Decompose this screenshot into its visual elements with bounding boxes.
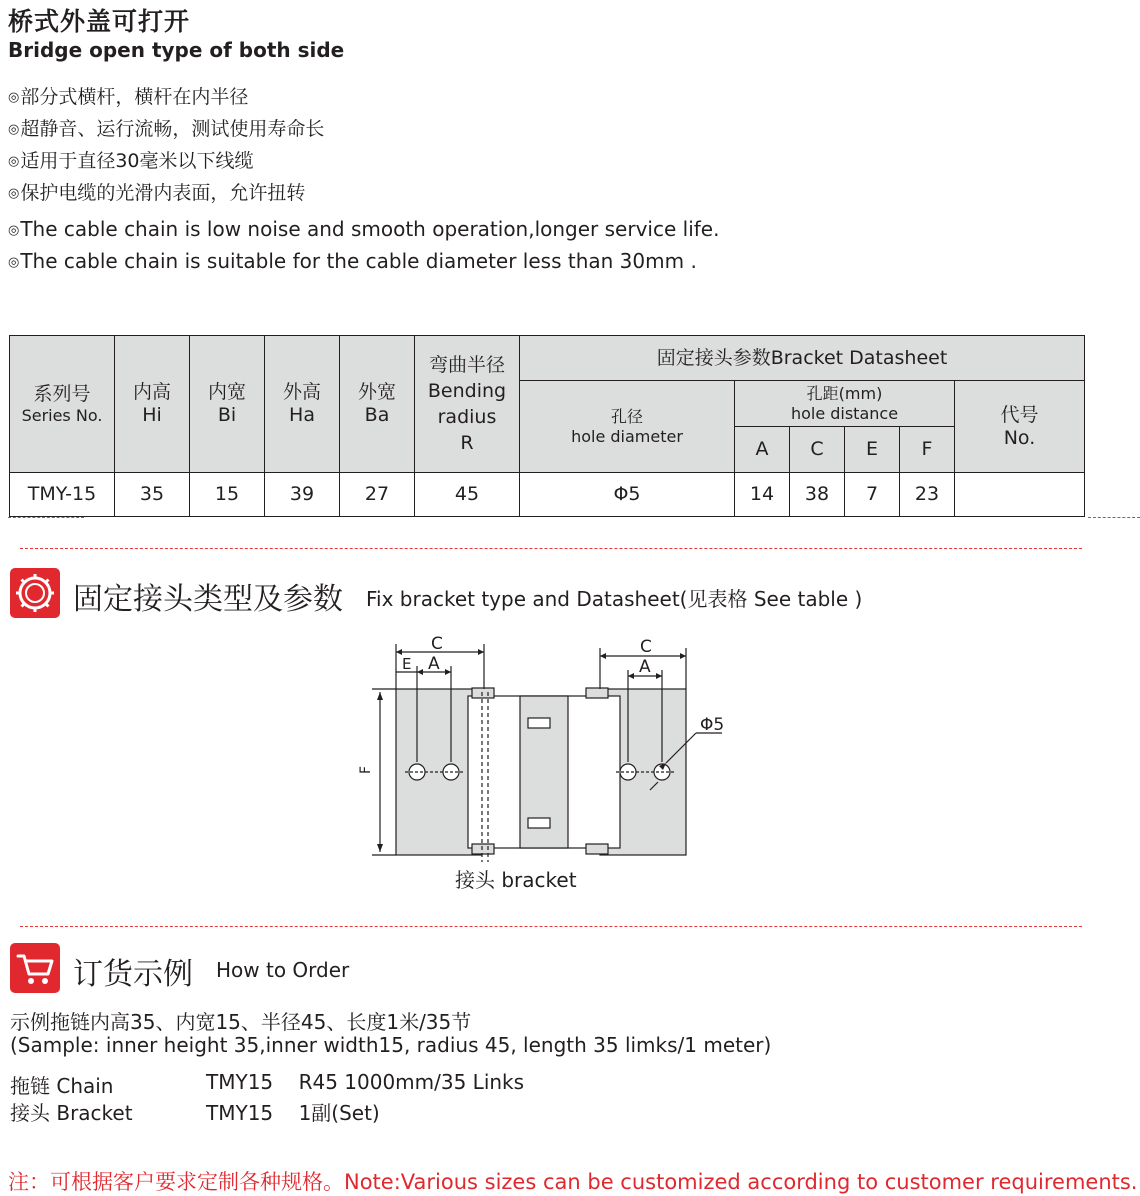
header-hi: 内高 Hi xyxy=(115,336,190,473)
divider xyxy=(20,926,1082,927)
feature-item-en: ◎The cable chain is low noise and smooth operation,longer service life. xyxy=(8,217,720,241)
diagram-caption: 接头 bracket xyxy=(455,868,577,892)
header-ba: 外宽 Ba xyxy=(340,336,415,473)
feature-item: ◎部分式横杆，横杆在内半径 xyxy=(8,86,249,108)
header-hole-diameter: 孔径 hole diameter xyxy=(520,381,735,473)
dim-label-c-left: C xyxy=(431,634,443,654)
divider xyxy=(1088,517,1140,518)
dim-label-phi: Φ5 xyxy=(700,715,725,735)
header-e: E xyxy=(845,427,900,473)
dim-label-a-right: A xyxy=(639,657,651,677)
order-bracket-label: 接头 Bracket xyxy=(10,1101,133,1125)
cell-f: 23 xyxy=(900,473,955,517)
dim-label-a-left: A xyxy=(428,654,440,674)
page-title-cn: 桥式外盖可打开 xyxy=(8,7,191,36)
header-c: C xyxy=(790,427,845,473)
cell-c: 38 xyxy=(790,473,845,517)
header-f: F xyxy=(900,427,955,473)
divider xyxy=(8,517,84,518)
cell-hole-diameter: Φ5 xyxy=(520,473,735,517)
table-row xyxy=(10,473,1085,517)
cell-radius: 45 xyxy=(415,473,520,517)
order-chain-label: 拖链 Chain xyxy=(10,1074,114,1098)
order-bracket-value: TMY15 1副(Set) xyxy=(206,1101,380,1125)
header-series: 系列号 Series No. xyxy=(10,336,115,473)
spec-table xyxy=(9,335,1085,517)
header-hole-distance: 孔距(mm) hole distance xyxy=(735,381,955,427)
cell-bi: 15 xyxy=(190,473,265,517)
header-a: A xyxy=(735,427,790,473)
header-code: 代号 No. xyxy=(955,381,1085,473)
order-sample-cn: 示例拖链内高35、内宽15、半径45、长度1米/35节 xyxy=(10,1010,472,1034)
cell-series: TMY-15 xyxy=(10,473,115,517)
page-title-en: Bridge open type of both side xyxy=(8,38,345,62)
header-radius: 弯曲半径 Bending radius R xyxy=(415,336,520,473)
feature-item-en: ◎The cable chain is suitable for the cable diameter less than 30mm . xyxy=(8,249,697,273)
cell-ha: 39 xyxy=(265,473,340,517)
header-ha: 外高 Ha xyxy=(265,336,340,473)
cart-icon xyxy=(10,943,60,993)
feature-item: ◎适用于直径30毫米以下线缆 xyxy=(8,150,254,172)
order-chain-value: TMY15 R45 1000mm/35 Links xyxy=(206,1070,525,1094)
cell-ba: 27 xyxy=(340,473,415,517)
feature-item: ◎超静音、运行流畅，测试使用寿命长 xyxy=(8,118,325,140)
section-title-bracket-cn: 固定接头类型及参数 xyxy=(73,582,343,617)
divider xyxy=(20,548,1082,549)
section-title-order-en: How to Order xyxy=(216,958,350,982)
cell-hi: 35 xyxy=(115,473,190,517)
header-bracket: 固定接头参数Bracket Datasheet xyxy=(520,336,1085,381)
bracket-diagram xyxy=(350,630,750,900)
section-title-bracket-en: Fix bracket type and Datasheet(见表格 See table ) xyxy=(366,587,863,611)
gear-icon xyxy=(10,568,60,618)
cell-e: 7 xyxy=(845,473,900,517)
header-bi: 内宽 Bi xyxy=(190,336,265,473)
footer-note: 注：可根据客户要求定制各种规格。Note:Various sizes can be customized according to customer requirements. xyxy=(8,1170,1138,1194)
cell-code xyxy=(955,473,1085,517)
cell-a: 14 xyxy=(735,473,790,517)
feature-item: ◎保护电缆的光滑内表面，允许扭转 xyxy=(8,182,306,204)
dim-label-c-right: C xyxy=(640,637,652,657)
section-title-order-cn: 订货示例 xyxy=(73,957,193,992)
order-sample-en: (Sample: inner height 35,inner width15, radius 45, length 35 limks/1 meter) xyxy=(10,1033,772,1057)
dim-label-f: F xyxy=(358,765,374,774)
dim-label-e: E xyxy=(402,655,412,673)
